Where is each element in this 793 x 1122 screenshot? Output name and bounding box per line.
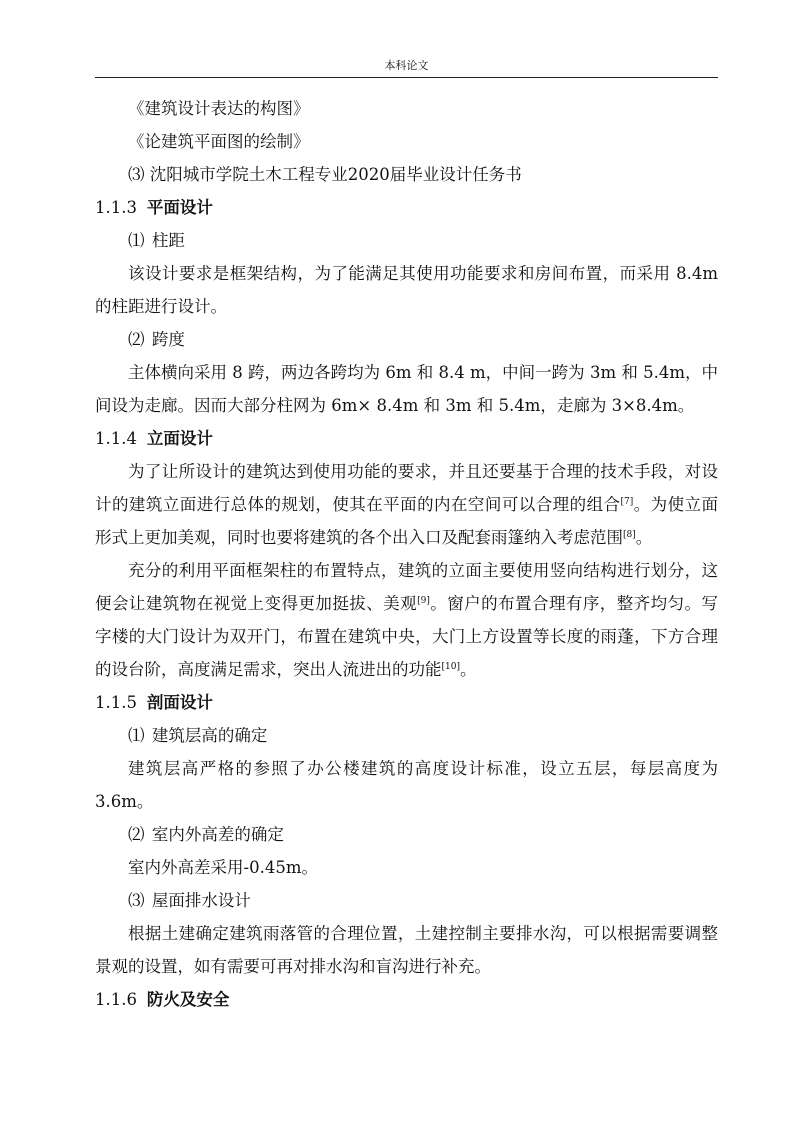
paragraph-text: 为了让所设计的建筑达到使用功能的要求，并且还要基于合理的技术手段，对设计的建筑立面进行总体的规划，使其在平面的内在空间可以合理的组合 (95, 462, 718, 514)
reference-line: 《论建筑平面图的绘制》 (128, 132, 310, 151)
paragraph: 主体横向采用 8 跨，两边各跨均为 6m 和 8.4 m，中间一跨为 3m 和 5.4m，中间设为走廊。因而大部分柱网为 6m× 8.4m 和 3m 和 5.4m，走廊为 3×8.4m。 (95, 363, 718, 415)
section-heading (95, 983, 718, 1016)
paragraph: 室内外高差采用-0.45m。 (128, 858, 318, 877)
subsection-title: 跨度 (151, 330, 185, 349)
paragraph-text: 。窗户的布置合理有序，整齐均匀。写字楼的大门设计为双开门，布置在建筑中央，大门上方设置等长度的雨蓬，下方合理的设台阶，高度满足需求，突出人流进出的功能 (95, 594, 719, 679)
subsection-title: 柱距 (151, 231, 185, 250)
paragraph-text: 。为使立面形式上更加美观，同时也要将建筑的各个出入口及配套雨篷纳入考虑范围 (95, 495, 719, 547)
subsection-heading (95, 719, 718, 752)
subsection-marker: ⑴ (128, 726, 145, 745)
paragraph (95, 455, 718, 554)
section-title: 防火及安全 (146, 990, 230, 1009)
subsection-heading (95, 884, 718, 917)
paragraph: 该设计要求是框架结构，为了能满足其使用功能要求和房间布置，而采用 8.4m 的柱距进行设计。 (95, 264, 718, 316)
subsection-marker: ⑵ (128, 825, 145, 844)
paragraph: 根据土建确定建筑雨落管的合理位置，土建控制主要排水沟，可以根据需要调整景观的设置，如有需要可再对排水沟和盲沟进行补充。 (95, 924, 718, 976)
reference-line: 《建筑设计表达的构图》 (128, 99, 310, 118)
section-heading (95, 422, 718, 455)
subsection-heading (95, 323, 718, 356)
section-number: 1.1.3 (95, 198, 137, 217)
paragraph (95, 554, 718, 686)
subsection-title: 室内外高差的确定 (151, 825, 284, 844)
paragraph-text: 。 (459, 660, 477, 679)
section-number: 1.1.4 (95, 429, 137, 448)
paragraph-text: 。 (635, 528, 653, 547)
subsection-title: 建筑层高的确定 (151, 726, 268, 745)
citation: [9] (417, 596, 430, 606)
citation: [8] (623, 530, 636, 540)
paragraph-text: 充分的利用平面框架柱的布置特点，建筑的立面主要使用竖向结构进行划分，这便会让建筑物在视觉上变得更加挺拔、美观 (95, 561, 718, 613)
subsection-marker: ⑵ (128, 330, 145, 349)
section-title: 剖面设计 (146, 693, 213, 712)
section-title: 平面设计 (146, 198, 213, 217)
header-divider (95, 77, 718, 78)
section-heading (95, 191, 718, 224)
subsection-heading (95, 224, 718, 257)
subsection-marker: ⑴ (128, 231, 145, 250)
page-header: 本科论文 (384, 59, 429, 72)
paragraph: 建筑层高严格的参照了办公楼建筑的高度设计标准，设立五层，每层高度为 3.6m。 (95, 759, 718, 811)
section-heading (95, 686, 718, 719)
reference-line: ⑶ 沈阳城市学院土木工程专业2020届毕业设计任务书 (128, 165, 522, 184)
subsection-heading (95, 818, 718, 851)
document-body (95, 92, 718, 1016)
subsection-marker: ⑶ (128, 891, 145, 910)
citation: [10] (441, 662, 460, 672)
subsection-title: 屋面排水设计 (151, 891, 251, 910)
section-number: 1.1.5 (95, 693, 137, 712)
section-title: 立面设计 (146, 429, 213, 448)
section-number: 1.1.6 (95, 990, 137, 1009)
citation: [7] (620, 497, 634, 507)
